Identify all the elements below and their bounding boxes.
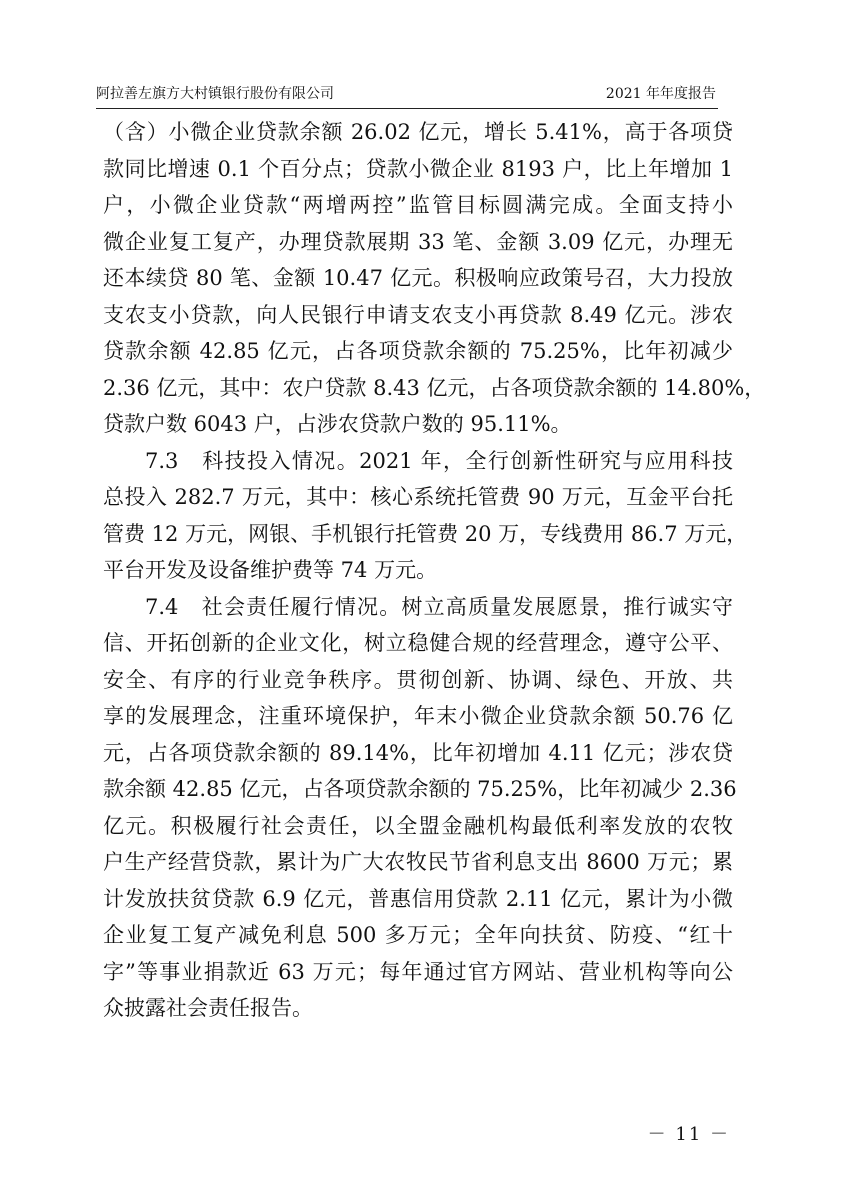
text-line: 还本续贷 80 笔、金额 10.47 亿元。积极响应政策号召，大力投放: [103, 266, 733, 290]
text-line: 平台开发及设备维护费等 74 万元。: [103, 558, 438, 582]
text-line: 计发放扶贫贷款 6.9 亿元，普惠信用贷款 2.11 亿元，累计为小微: [103, 886, 733, 911]
text-line: 亿元。积极履行社会责任，以全盟金融机构最低利率发放的农牧: [103, 813, 733, 838]
paragraph-small-micro-loans: [103, 114, 766, 443]
text-line: 信、开拓创新的企业文化，树立稳健合规的经营理念，遵守公平、: [103, 631, 733, 655]
document-body: [103, 114, 766, 1027]
text-line: 贷款余额 42.85 亿元，占各项贷款余额的 75.25%，比年初减少: [103, 339, 733, 363]
text-line: 安全、有序的行业竞争秩序。贯彻创新、协调、绿色、开放、共: [103, 667, 733, 692]
text-line: 贷款户数 6043 户，占涉农贷款户数的 95.11%。: [103, 412, 572, 436]
text-line: （含）小微企业贷款余额 26.02 亿元，增长 5.41%，高于各项贷: [103, 120, 733, 144]
text-line: 户，小微企业贷款“两增两控”监管目标圆满完成。全面支持小: [103, 193, 733, 217]
text-line: 总投入 282.7 万元，其中：核心系统托管费 90 万元，互金平台托: [103, 485, 733, 509]
header-report-title: 2021 年年度报告: [605, 86, 716, 102]
page-header: [96, 84, 716, 110]
text-line: 享的发展理念，注重环境保护，年末小微企业贷款余额 50.76 亿: [103, 704, 733, 728]
header-company-name: 阿拉善左旗方大村镇银行股份有限公司: [96, 86, 334, 102]
paragraph-social-responsibility: [103, 589, 737, 1027]
text-line: 户生产经营贷款，累计为广大农牧民节省利息支出 8600 万元；累: [103, 850, 733, 874]
header-divider: [96, 108, 718, 109]
text-line: 7.4 社会责任履行情况。树立高质量发展愿景，推行诚实守: [145, 594, 733, 619]
text-line: 款同比增速 0.1 个百分点；贷款小微企业 8193 户，比上年增加 1: [103, 156, 733, 181]
paragraph-tech-investment: [103, 443, 748, 589]
text-line: 字”等事业捐款近 63 万元；每年通过官方网站、营业机构等向公: [103, 959, 733, 984]
text-line: 企业复工复产减免利息 500 多万元；全年向扶贫、防疫、“红十: [103, 923, 733, 947]
text-line: 支农支小贷款，向人民银行申请支农支小再贷款 8.49 亿元。涉农: [103, 302, 733, 327]
text-line: 7.3 科技投入情况。2021 年，全行创新性研究与应用科技: [145, 448, 733, 473]
page-number: － 11 －: [647, 1124, 730, 1145]
text-line: 众披露社会责任报告。: [103, 996, 313, 1020]
text-line: 2.36 亿元，其中：农户贷款 8.43 亿元，占各项贷款余额的 14.80%，: [103, 375, 766, 400]
text-line: 元，占各项贷款余额的 89.14%，比年初增加 4.11 亿元；涉农贷: [103, 740, 733, 765]
text-line: 微企业复工复产，办理贷款展期 33 笔、金额 3.09 亿元，办理无: [103, 229, 733, 254]
text-line: 款余额 42.85 亿元，占各项贷款余额的 75.25%，比年初减少 2.36: [103, 777, 737, 801]
text-line: 管费 12 万元，网银、手机银行托管费 20 万，专线费用 86.7 万元，: [103, 521, 748, 546]
